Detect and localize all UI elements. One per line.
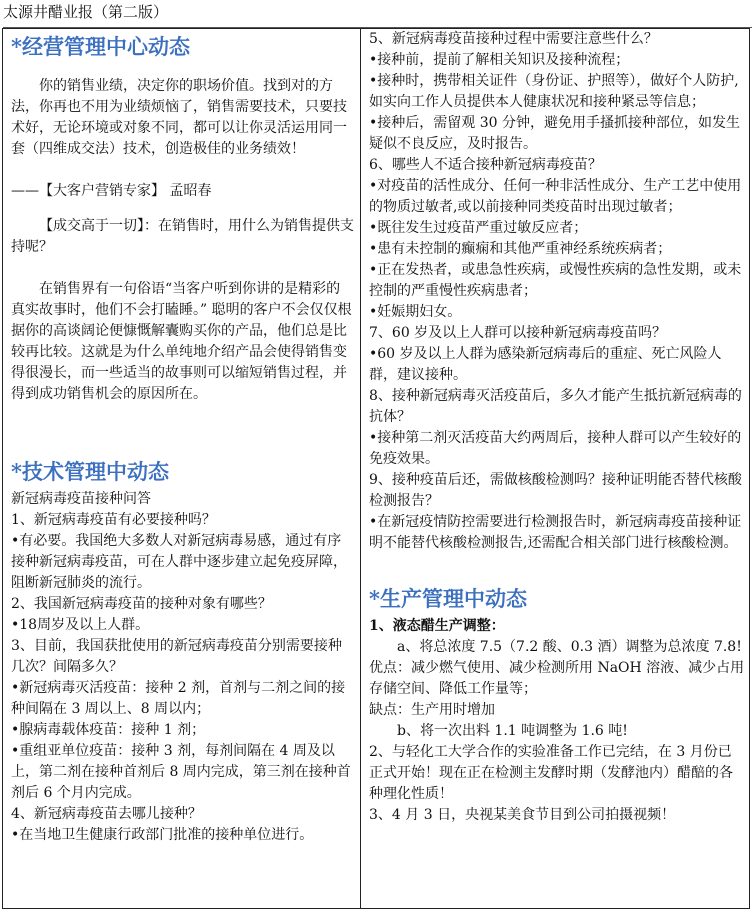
newspaper-title: 太源井醋业报（第二版） [3, 3, 169, 21]
production-item-3: 3、4 月 3 日，央视某美食节目到公司拍摄视频！ [369, 807, 676, 823]
production-item-1: 1、液态醋生产调整： [369, 618, 505, 634]
production-item-1a: a、将总浓度 7.5（7.2 酸、0.3 酒）调整为总浓度 7.8!优点：减少燃气使用、减少检测所用 NaOH 溶液、减少占用存储空间、降低工作量等； [369, 639, 745, 697]
tech-line: •腺病毒载体疫苗：接种 1 剂； [11, 722, 206, 738]
business-section-title: *经营管理中心动态 [11, 34, 190, 59]
tech-line: •重组亚单位疫苗：接种 3 剂，每剂间隔在 4 周及以上，第二剂在接种首剂后 8 周内完成，第三剂在接种首剂后 6 个月内完成。 [11, 743, 351, 801]
newspaper-sheet [2, 28, 750, 909]
qa-line: 6、哪些人不适合接种新冠病毒疫苗？ [369, 157, 602, 173]
business-paragraph-2: 【成交高于一切】：在销售时，用什么为销售提供支持呢？ [11, 218, 354, 255]
tech-line: 3、目前，我国获批使用的新冠病毒疫苗分别需要接种几次？间隔多久？ [11, 638, 342, 675]
qa-line: •正在发热者，或患急性疾病，或慢性疾病的急性发期，或未控制的严重慢性疾病患者； [369, 262, 742, 299]
tech-line: 1、新冠病毒疫苗有必要接种吗？ [11, 512, 216, 528]
qa-line: •妊娠期妇女。 [369, 304, 462, 320]
qa-line: 9、接种疫苗后还，需做核酸检测吗？接种证明能否替代核酸检测报告？ [369, 472, 742, 509]
qa-line: •在新冠疫情防控需要进行检测报告时，新冠病毒疫苗接种证明不能替代核酸检测报告,还需配合相关部门进行核酸检测。 [369, 514, 742, 551]
tech-line: •在当地卫生健康行政部门批准的接种单位进行。 [11, 827, 314, 843]
production-item-1-drawback: 缺点：生产用时增加 [369, 702, 495, 718]
vaccine-qa-list [369, 29, 745, 554]
tech-qa-list [11, 489, 354, 846]
qa-line: •患有未控制的癫痫和其他严重神经系统疾病者； [369, 241, 672, 257]
production-list [369, 616, 745, 826]
qa-line: •既往发生过疫苗严重过敏反应者； [369, 220, 588, 236]
tech-line: •18周岁及以上人群。 [11, 617, 150, 633]
tech-line: •有必要。我国绝大多数人对新冠病毒易感，通过有序接种新冠病毒疫苗，可在人群中逐步建立起免疫屏障，阻断新冠肺炎的流行。 [11, 533, 347, 591]
production-item-2: 2、与轻化工大学合作的实验准备工作已完结，在 3 月份已正式开始！现在正在检测主发酵时期（发酵池内）醋醅的各种理化性质！ [369, 744, 733, 802]
production-section-title: *生产管理中动态 [369, 586, 527, 611]
tech-section-title: *技术管理中动态 [11, 459, 169, 484]
tech-line: 4、新冠病毒疫苗去哪儿接种？ [11, 806, 202, 822]
qa-line: •接种时，携带相关证件（身份证、护照等），做好个人防护,如实向工作人员提供本人健康状况和接种紧忌等信息； [369, 73, 739, 110]
business-author: ——【大客户营销专家】 孟昭春 [11, 183, 212, 199]
business-paragraph-1: 你的销售业绩，决定你的职场价值。找到对的方法，你再也不用为业绩烦恼了，销售需要技术，只要技术好，无论环境或对象不同，都可以让你灵活运用同一套（四维成交法）技术，创造极佳的业务绩效！ [11, 78, 347, 157]
tech-line: •新冠病毒灭活疫苗：接种 2 剂，首剂与二剂之间的接种间隔在 3 周以上、8 周以内； [11, 680, 346, 717]
qa-line: 5、新冠病毒疫苗接种过程中需要注意些什么？ [369, 31, 658, 47]
tech-line: 2、我国新冠病毒疫苗的接种对象有哪些？ [11, 596, 272, 612]
business-paragraph-3: 在销售界有一句俗语“当客户听到你讲的是精彩的真实故事时，他们不会打瞌睡。” 聪明的客户不会仅仅根据你的高谈阔论便慷慨解囊购买你的产品，他们总是比较再比较。这就是为什么单纯地介绍产品会使得销售变得很漫长，而一些适当的故事则可以缩短销售过程，并得到成功销售机会的原因所在。 [11, 281, 352, 402]
qa-line: 7、60 岁及以上人群可以接种新冠病毒疫苗吗？ [369, 325, 667, 341]
right-column [361, 29, 749, 908]
qa-line: •接种后，需留观 30 分钟，避免用手搔抓接种部位，如发生疑似不良反应，及时报告。 [369, 115, 740, 152]
qa-line: •接种前，提前了解相关知识及接种流程； [369, 52, 630, 68]
production-item-1b: b、将一次出料 1.1 吨调整为 1.6 吨! [397, 723, 628, 739]
page-header [3, 0, 752, 28]
tech-line: 新冠病毒疫苗接种问答 [11, 491, 151, 507]
qa-line: 8、接种新冠病毒灭活疫苗后，多久才能产生抵抗新冠病毒的抗体？ [369, 388, 742, 425]
qa-line: •对疫苗的活性成分、任何一种非活性成分、生产工艺中使用的物质过敏者,或以前接种同类疫苗时出现过敏者； [369, 178, 742, 215]
qa-line: •接种第二剂灭活疫苗大约两周后，接种人群可以产生较好的免疫效果。 [369, 430, 742, 467]
left-column [3, 29, 361, 908]
qa-line: •60 岁及以上人群为感染新冠病毒后的重症、死亡风险人群，建议接种。 [369, 346, 722, 383]
